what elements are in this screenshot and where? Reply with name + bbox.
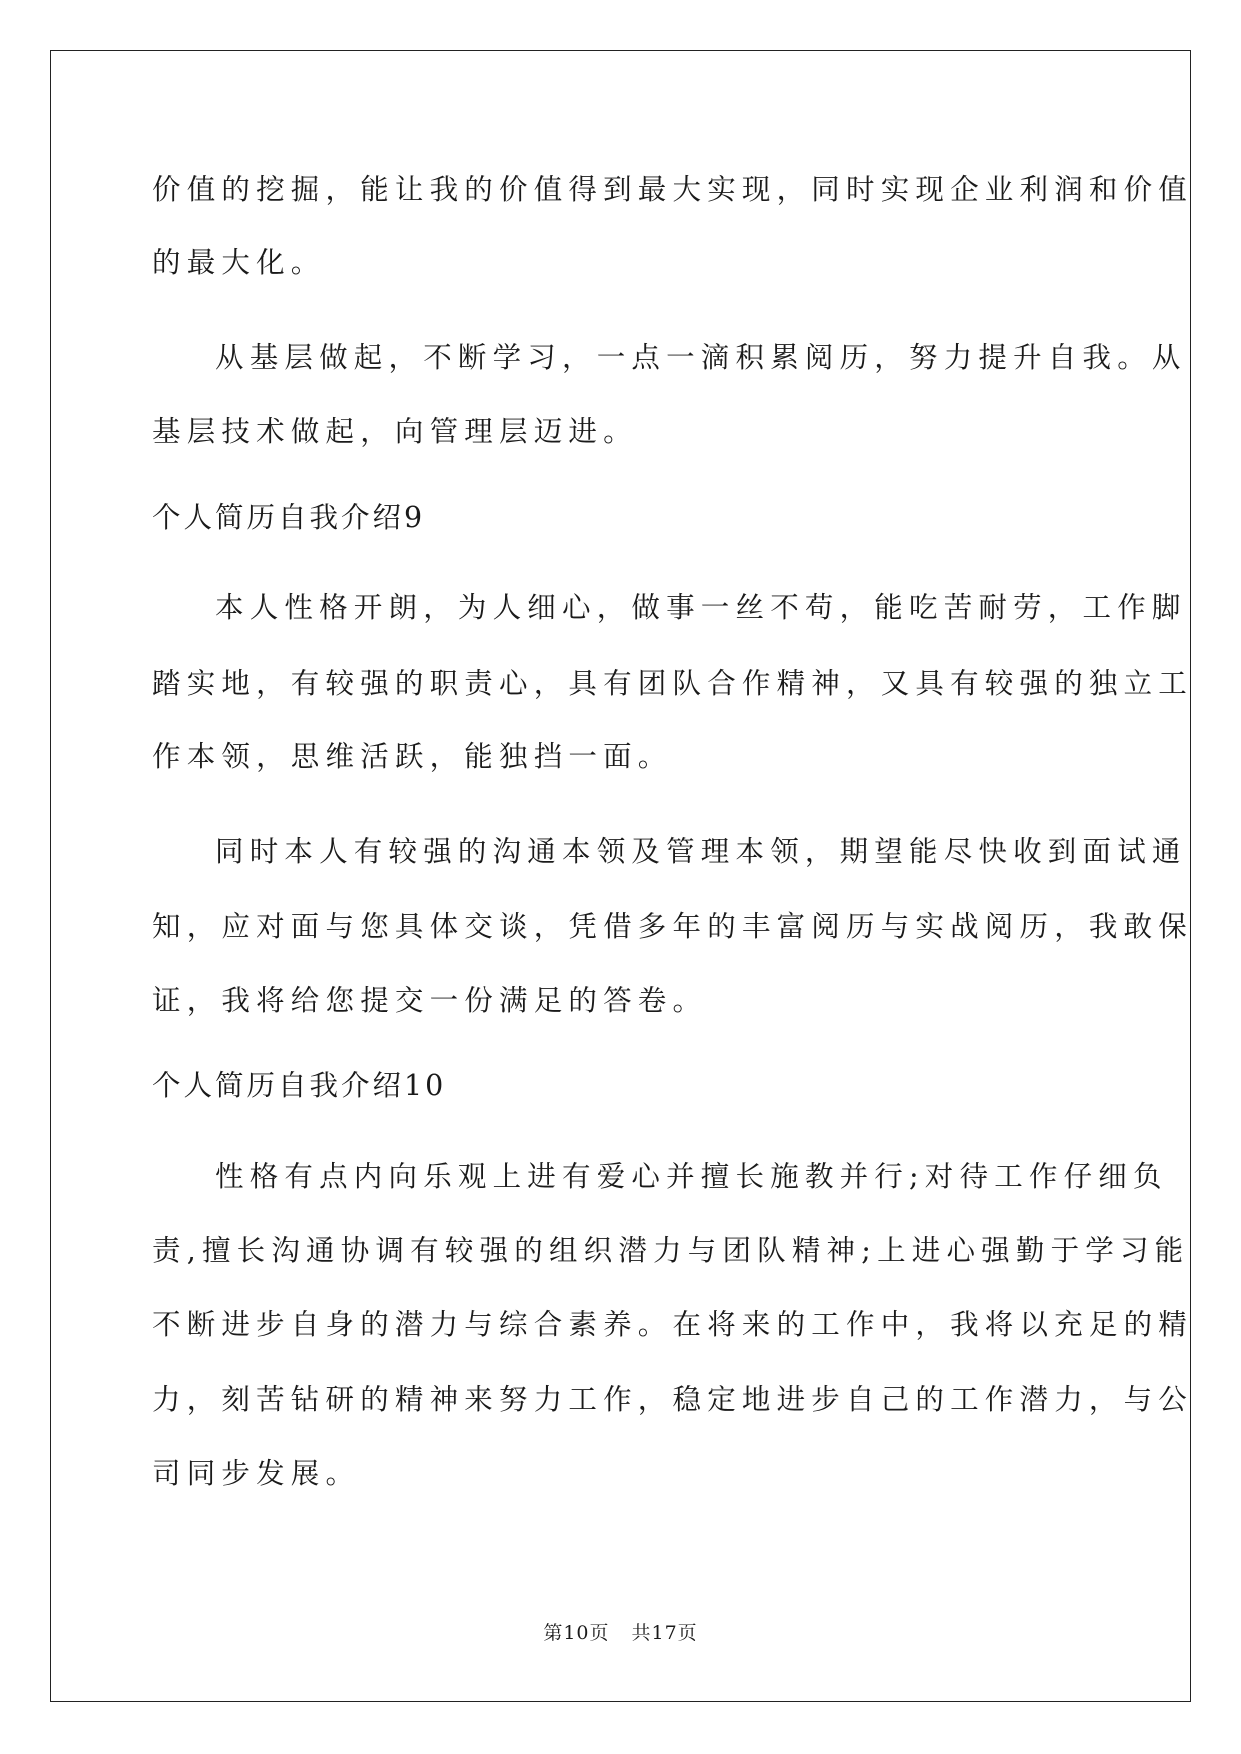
paragraph-line: 踏实地，有较强的职责心，具有团队合作精神，又具有较强的独立工 xyxy=(152,667,1194,700)
paragraph-line: 作本领，思维活跃，能独挡一面。 xyxy=(152,740,673,773)
page-number: 第10页 xyxy=(543,1622,610,1644)
paragraph-line: 基层技术做起，向管理层迈进。 xyxy=(152,415,638,448)
paragraph-line: 责,擅长沟通协调有较强的组织潜力与团队精神;上进心强勤于学习能 xyxy=(152,1234,1190,1267)
page-total: 共17页 xyxy=(631,1622,698,1644)
section-heading: 个人简历自我介绍10 xyxy=(152,1069,447,1102)
page-footer xyxy=(0,1618,1241,1645)
paragraph-line: 不断进步自身的潜力与综合素养。在将来的工作中，我将以充足的精 xyxy=(152,1308,1194,1341)
paragraph-line: 的最大化。 xyxy=(152,246,326,279)
paragraph-line: 证，我将给您提交一份满足的答卷。 xyxy=(152,984,708,1017)
section-heading: 个人简历自我介绍9 xyxy=(152,501,426,534)
paragraph-line: 从基层做起，不断学习，一点一滴积累阅历，努力提升自我。从 xyxy=(215,341,1187,374)
paragraph-line: 价值的挖掘，能让我的价值得到最大实现，同时实现企业利润和价值 xyxy=(152,173,1194,206)
paragraph-line: 本人性格开朗，为人细心，做事一丝不苟，能吃苦耐劳，工作脚 xyxy=(215,591,1187,624)
paragraph-line: 同时本人有较强的沟通本领及管理本领，期望能尽快收到面试通 xyxy=(215,835,1187,868)
paragraph-line: 性格有点内向乐观上进有爱心并擅长施教并行;对待工作仔细负 xyxy=(215,1160,1168,1193)
paragraph-line: 知，应对面与您具体交谈，凭借多年的丰富阅历与实战阅历，我敢保 xyxy=(152,910,1194,943)
paragraph-line: 力，刻苦钻研的精神来努力工作，稳定地进步自己的工作潜力，与公 xyxy=(152,1383,1194,1416)
paragraph-line: 司同步发展。 xyxy=(152,1457,361,1490)
